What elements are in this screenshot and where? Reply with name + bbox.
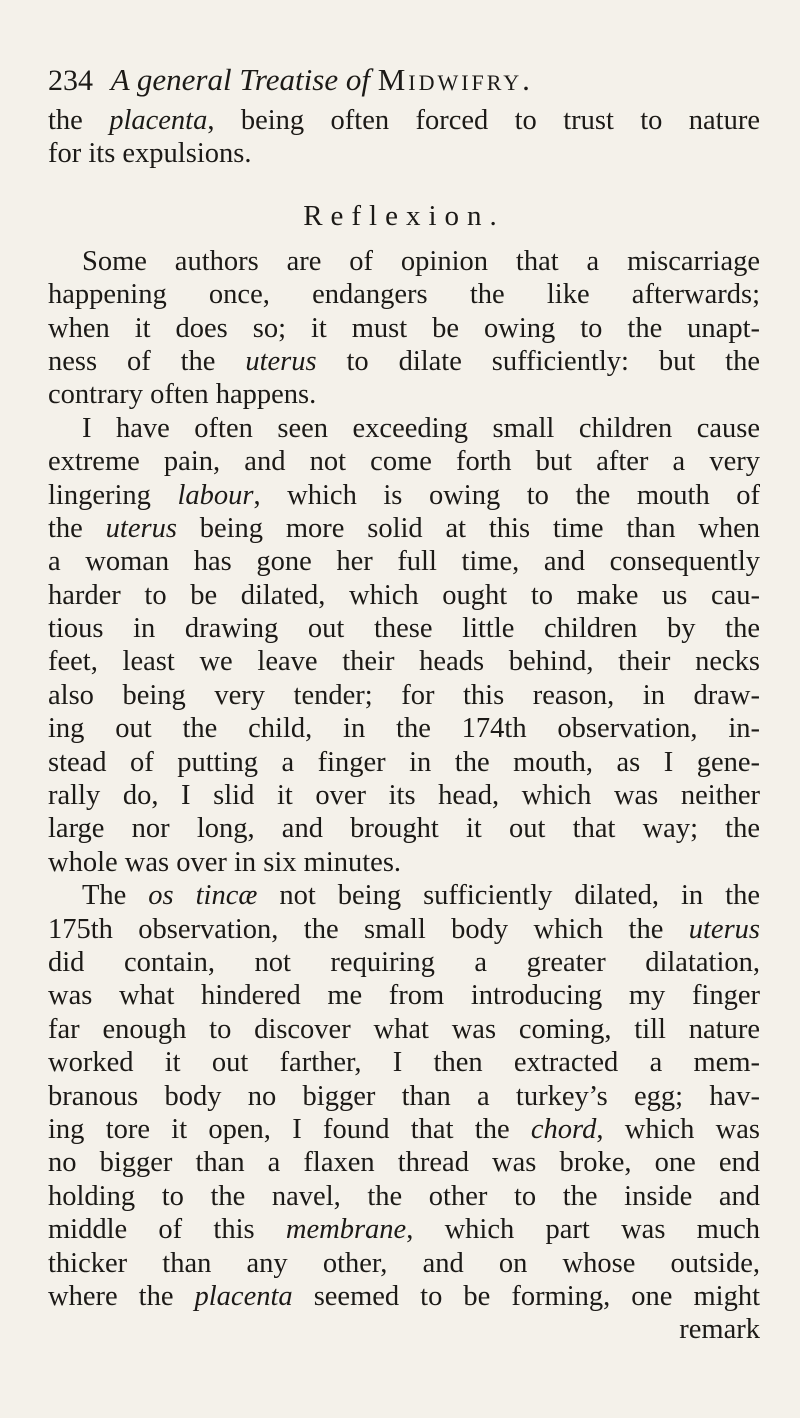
text-run: , being often forced to trust to nature (207, 105, 760, 136)
text-run: a woman has gone her full time, and consequently (48, 546, 760, 578)
text-run: ing out the child, in the 174th observation, in- (48, 713, 760, 745)
text-line (48, 779, 760, 812)
text-run: rally do, I slid it over its head, which was neither (48, 780, 760, 812)
text-line (48, 245, 760, 278)
text-line (48, 545, 760, 578)
text-run: large nor long, and brought it out that way; the (48, 813, 760, 845)
running-title-italic: A general Treatise of (110, 62, 370, 97)
text-line (48, 679, 760, 712)
italic-term: chord (530, 1113, 597, 1145)
text-run: remark (679, 1314, 760, 1346)
text-run: lingering (48, 479, 178, 511)
text-run: , which part was much (406, 1214, 760, 1246)
text-line (48, 378, 760, 411)
text-run: to dilate sufficiently: but the (316, 345, 760, 377)
text-run: feet, least we leave their heads behind, their necks (48, 646, 760, 678)
text-run: far enough to discover what was coming, till nature (48, 1013, 760, 1045)
text-line (48, 612, 760, 645)
text-run: where the (48, 1280, 195, 1312)
text-line (48, 712, 760, 745)
italic-term: uterus (688, 913, 760, 945)
text-block-main (48, 245, 760, 1347)
text-line (48, 1280, 760, 1313)
italic-term: os tincæ (148, 880, 258, 912)
text-line (48, 946, 760, 979)
italic-term: placenta (109, 105, 208, 136)
running-title-caps: Midwifry. (377, 62, 533, 97)
text-run: not being sufficiently dilated, in the (257, 880, 760, 912)
section-heading: Reflexion. (303, 199, 505, 232)
text-run: , which was (596, 1113, 760, 1145)
text-run: stead of putting a finger in the mouth, as I gene- (48, 746, 760, 778)
text-run: The (82, 880, 149, 912)
text-line (48, 746, 760, 779)
text-line (48, 445, 760, 478)
text-run: 175th observation, the small body which the (48, 913, 689, 945)
text-run: Some authors are of opinion that a miscarriage (82, 245, 760, 277)
text-line (48, 1080, 760, 1113)
text-line (48, 1146, 760, 1179)
text-run: the (48, 512, 106, 544)
italic-term: labour (177, 479, 254, 511)
text-line (48, 645, 760, 678)
text-line (48, 846, 760, 879)
running-head (48, 60, 760, 104)
text-run: when it does so; it must be owing to the unapt- (48, 312, 760, 344)
italic-term: uterus (245, 345, 317, 377)
text-run: tious in drawing out these little children by the (48, 613, 760, 645)
text-run: did contain, not requiring a greater dilatation, (48, 946, 760, 978)
text-line (48, 278, 760, 311)
text-run: the (48, 105, 110, 136)
text-line (48, 412, 760, 445)
text-line (48, 512, 760, 545)
italic-term: placenta (194, 1280, 293, 1312)
text-line (48, 1180, 760, 1213)
text-line (48, 1046, 760, 1079)
text-run: harder to be dilated, which ought to make us cau- (48, 579, 760, 611)
text-run: for its expulsions. (48, 138, 252, 170)
text-run: , which is owing to the mouth of (253, 479, 760, 511)
text-run: thicker than any other, and on whose outside, (48, 1247, 760, 1279)
text-line (48, 104, 760, 137)
page-number: 234 (48, 64, 93, 97)
text-block-top (48, 104, 760, 171)
text-run: ness of the (48, 345, 246, 377)
text-run: holding to the navel, the other to the inside and (48, 1180, 760, 1212)
text-run: was what hindered me from introducing my finger (48, 980, 760, 1012)
text-run: also being very tender; for this reason, in draw- (48, 679, 760, 711)
text-line (48, 1013, 760, 1046)
text-run: extreme pain, and not come forth but after a very (48, 446, 760, 478)
text-line (48, 913, 760, 946)
text-line (48, 1247, 760, 1280)
text-run: worked it out farther, I then extracted a mem- (48, 1047, 760, 1079)
text-run: ing tore it open, I found that the (48, 1113, 531, 1145)
text-line (48, 345, 760, 378)
text-line (48, 1313, 760, 1346)
text-line (48, 479, 760, 512)
text-run: contrary often happens. (48, 379, 317, 411)
text-line (48, 312, 760, 345)
text-line (48, 979, 760, 1012)
text-line (48, 879, 760, 912)
text-line (48, 137, 760, 170)
text-run: whole was over in six minutes. (48, 846, 402, 878)
text-run: happening once, endangers the like afterwards; (48, 279, 760, 311)
text-run: middle of this (48, 1214, 286, 1246)
text-line (48, 812, 760, 845)
text-run: no bigger than a flaxen thread was broke, one end (48, 1147, 760, 1179)
text-line (48, 1113, 760, 1146)
text-run: I have often seen exceeding small children cause (82, 412, 760, 444)
text-run: seemed to be forming, one might (292, 1280, 760, 1312)
text-run: being more solid at this time than when (176, 512, 760, 544)
text-run: branous body no bigger than a turkey’s egg; hav- (48, 1080, 760, 1112)
italic-term: uterus (105, 512, 177, 544)
italic-term: membrane (285, 1214, 407, 1246)
text-line (48, 579, 760, 612)
text-line (48, 1213, 760, 1246)
